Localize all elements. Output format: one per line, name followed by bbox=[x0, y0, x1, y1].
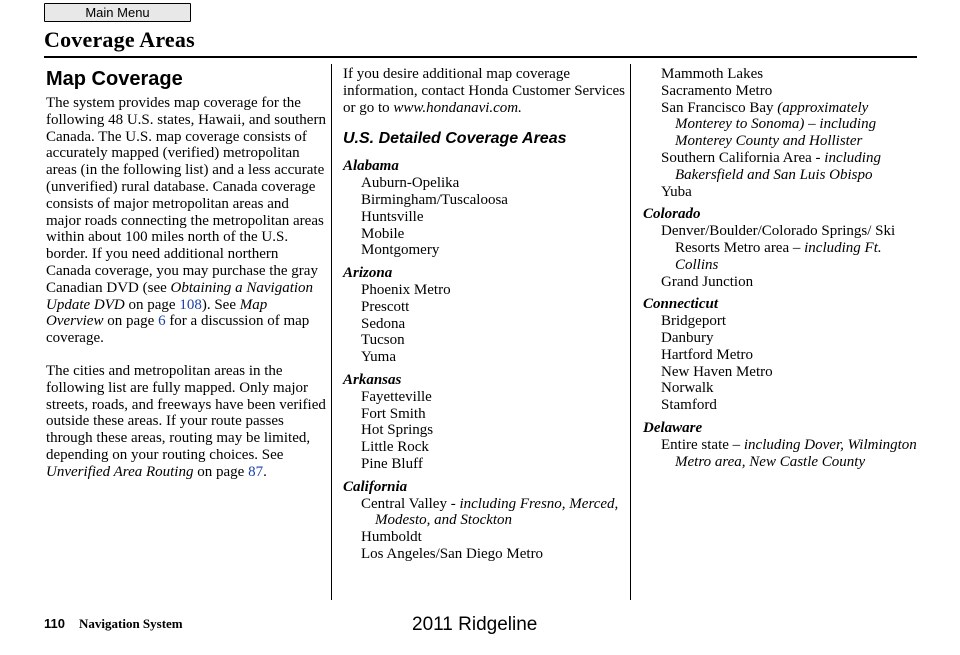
contact-paragraph bbox=[343, 66, 628, 116]
city-item: Stamford bbox=[661, 397, 717, 414]
city-item: Phoenix Metro bbox=[361, 281, 451, 298]
column-2 bbox=[343, 66, 628, 563]
city-item: Prescott bbox=[361, 298, 410, 315]
text: Central Valley - bbox=[361, 495, 460, 512]
page-number: 110 bbox=[44, 616, 65, 631]
state-alabama: Alabama bbox=[343, 158, 399, 175]
city-item: Montgomery bbox=[361, 242, 440, 259]
ref-obtaining-update: Obtaining a Navigation Update DVD bbox=[46, 279, 314, 313]
text: for a discussion of map coverage. bbox=[46, 313, 310, 347]
city-detail: (approximately Monterey to Sonoma) – including Monterey County and Hollister bbox=[675, 99, 877, 150]
coverage-paragraph-1 bbox=[46, 95, 326, 347]
column-3 bbox=[643, 66, 918, 470]
text: Denver/Boulder/Colorado Springs/ Ski Resorts Metro area – bbox=[661, 223, 896, 256]
city-item: Grand Junction bbox=[661, 273, 754, 290]
text: ). See bbox=[201, 296, 240, 313]
city-detail: including Fresno, Merced, Modesto, and Stockton bbox=[375, 495, 619, 529]
page-link-87[interactable]: 87 bbox=[248, 463, 264, 480]
city-item: Hot Springs bbox=[361, 422, 434, 439]
state-connecticut: Connecticut bbox=[643, 296, 719, 313]
text: on page bbox=[124, 296, 180, 313]
city-item: Yuma bbox=[361, 349, 396, 366]
map-coverage-heading: Map Coverage bbox=[46, 68, 183, 90]
city-item: Bridgeport bbox=[661, 313, 726, 330]
city-item bbox=[643, 100, 918, 150]
text: If you desire additional map coverage information, contact Honda Customer Services or go to bbox=[343, 66, 626, 116]
city-item bbox=[343, 496, 628, 530]
ref-map-overview: Map Overview bbox=[46, 296, 268, 330]
city-item: Danbury bbox=[661, 329, 714, 346]
city-item: Sedona bbox=[361, 315, 406, 332]
city-detail: including Bakersfield and San Luis Obispo bbox=[675, 149, 881, 183]
ref-unverified-routing: Unverified Area Routing bbox=[46, 463, 194, 480]
text: The cities and metropolitan areas in the following list are fully mapped. Only major streets, roads, and freeways have been verified outside these areas. If your route passes through these areas, routing may be limited, depending on your routing choices. See bbox=[46, 362, 326, 463]
text: on page bbox=[193, 463, 249, 480]
state-colorado: Colorado bbox=[643, 206, 701, 223]
text: Entire state – bbox=[661, 436, 744, 453]
city-item: New Haven Metro bbox=[661, 363, 773, 380]
city-item: Norwalk bbox=[661, 380, 714, 397]
state-california: California bbox=[343, 478, 408, 495]
city-item: Sacramento Metro bbox=[661, 82, 773, 99]
website-url: www.hondanavi.com. bbox=[393, 99, 522, 116]
page-link-6[interactable]: 6 bbox=[158, 313, 166, 330]
column-1 bbox=[46, 66, 326, 481]
footer-section: Navigation System bbox=[79, 616, 183, 631]
city-item: Fayetteville bbox=[361, 388, 432, 405]
title-divider bbox=[44, 56, 917, 58]
state-arkansas: Arkansas bbox=[343, 371, 402, 388]
city-item: Los Angeles/San Diego Metro bbox=[361, 545, 544, 562]
city-detail: including Dover, Wilmington Metro area, New Castle County bbox=[675, 436, 917, 470]
city-item: Birmingham/Tuscaloosa bbox=[361, 191, 508, 208]
city-item: Mobile bbox=[361, 225, 405, 242]
text: on page bbox=[103, 313, 159, 330]
city-item: Yuba bbox=[661, 183, 692, 200]
column-divider-1 bbox=[331, 64, 332, 600]
main-menu-button[interactable]: Main Menu bbox=[44, 3, 191, 22]
state-delaware: Delaware bbox=[643, 419, 703, 436]
city-item: Humboldt bbox=[361, 529, 422, 546]
city-detail: including Ft. Collins bbox=[675, 239, 882, 273]
text: Southern California Area - bbox=[661, 149, 825, 166]
coverage-paragraph-2 bbox=[46, 363, 326, 481]
page-link-108[interactable]: 108 bbox=[179, 296, 202, 313]
city-item: Auburn-Opelika bbox=[361, 175, 460, 192]
page-title: Coverage Areas bbox=[44, 27, 195, 52]
city-item bbox=[643, 223, 918, 273]
state-arizona: Arizona bbox=[343, 265, 393, 282]
text: . bbox=[263, 463, 267, 480]
city-item: Huntsville bbox=[361, 208, 424, 225]
city-item: Hartford Metro bbox=[661, 346, 754, 363]
text: San Francisco Bay bbox=[661, 99, 778, 116]
detailed-coverage-heading: U.S. Detailed Coverage Areas bbox=[343, 130, 567, 148]
city-item bbox=[643, 150, 918, 184]
watermark: 2011 Ridgeline bbox=[412, 614, 538, 635]
city-item: Tucson bbox=[361, 332, 405, 349]
column-divider-2 bbox=[630, 64, 631, 600]
city-item: Fort Smith bbox=[361, 405, 426, 422]
city-item: Pine Bluff bbox=[361, 455, 423, 472]
city-item bbox=[643, 437, 918, 471]
city-item: Mammoth Lakes bbox=[661, 66, 764, 82]
text: The system provides map coverage for the following 48 U.S. states, Hawaii, and southern Canada. The U.S. map coverage consists of accurately mapped (verified) metropolitan areas (in the following list) and a less accurate (unverified) rural database. Canada coverage consists of major metropolitan areas and major roads connecting the metropolitan areas within about 100 miles north of the U.S. border. If you need additional northern Canada coverage, you may purchase the gray Canadian DVD (see bbox=[46, 95, 326, 296]
city-item: Little Rock bbox=[361, 439, 429, 456]
